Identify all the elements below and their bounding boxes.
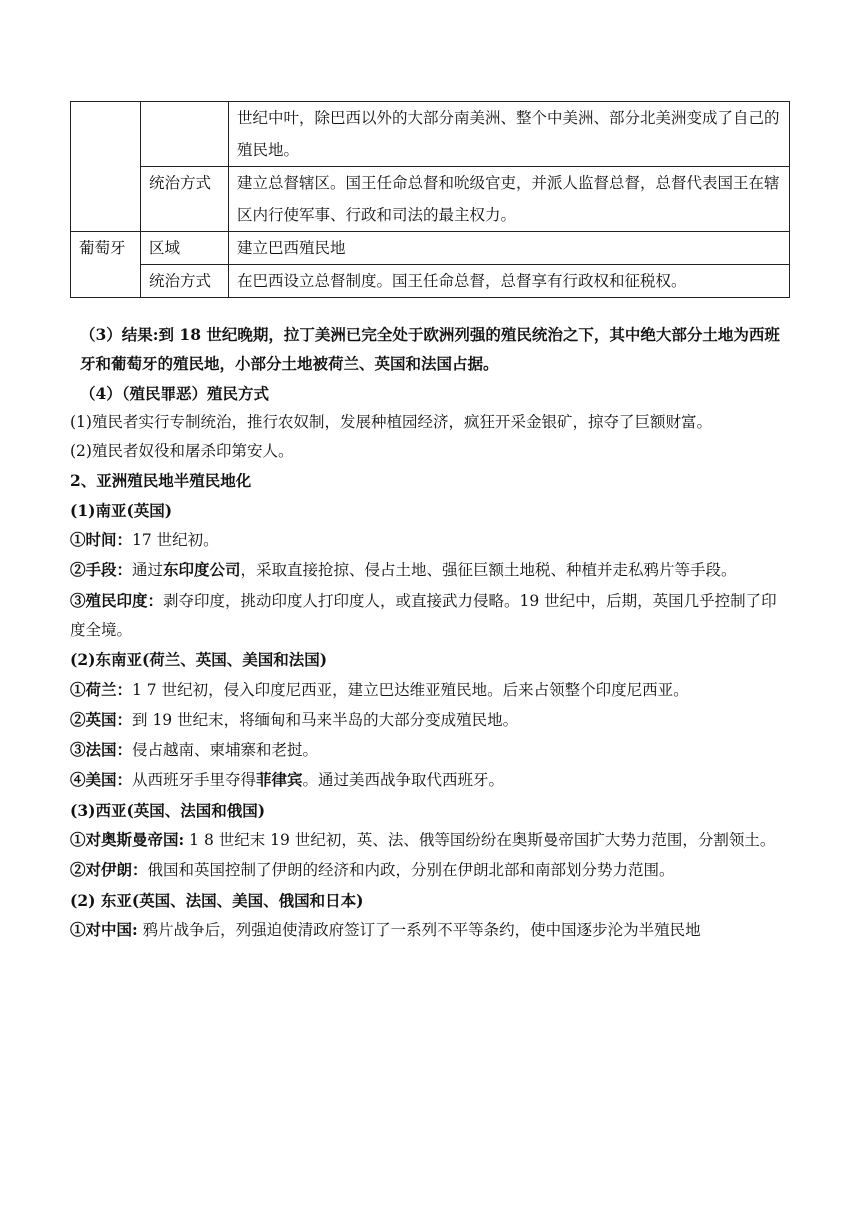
list-item: ④美国：从西班牙手里夺得菲律宾。通过美西战争取代西班牙。	[70, 770, 505, 790]
list-item: ①荷兰：1 7 世纪初，侵入印度尼西亚，建立巴达维亚殖民地。后来占领整个印度尼西亚。	[70, 679, 689, 699]
colony-rule-table	[70, 101, 790, 298]
table-row	[71, 102, 790, 167]
section-heading: （4）（殖民罪恶）殖民方式	[80, 383, 270, 403]
subsection-heading: (2)东南亚(荷兰、英国、美国和法国)	[70, 650, 328, 670]
list-item: ③法国：侵占越南、柬埔寨和老挝。	[70, 740, 319, 760]
list-item: ①时间：17 世纪初。	[70, 530, 219, 550]
table-cell: 世纪中叶，除巴西以外的大部分南美洲、整个中美洲、部分北美洲变成了自己的殖民地。	[229, 102, 790, 167]
table-cell-country: 葡萄牙	[71, 232, 141, 298]
table-row	[71, 167, 790, 232]
table-cell: 在巴西设立总督制度。国王任命总督，总督享有行政权和征税权。	[229, 265, 790, 298]
document-body	[70, 320, 790, 945]
list-item: ②对伊朗：俄国和英国控制了伊朗的经济和内政，分别在伊朗北部和南部划分势力范围。	[70, 860, 675, 880]
table-cell-empty	[71, 102, 141, 232]
list-item: ②英国：到 19 世纪末，将缅甸和马来半岛的大部分变成殖民地。	[70, 709, 519, 729]
table-cell: 建立巴西殖民地	[229, 232, 790, 265]
table-row	[71, 265, 790, 298]
table-cell-label: 统治方式	[141, 265, 229, 298]
table-cell: 建立总督辖区。国王任命总督和吮级官吏，并派人监督总督，总督代表国王在辖区内行使军事、行政和司法的最主权力。	[229, 167, 790, 232]
paragraph: (1)殖民者实行专制统治，推行农奴制，发展种植园经济，疯狂开采金银矿，掠夺了巨额财富。	[70, 412, 712, 431]
subsection-heading: (2) 东亚(英国、法国、美国、俄国和日本)	[70, 890, 364, 910]
list-item: ①对中国: 鸦片战争后，列强迫使清政府签订了一系列不平等条约，使中国逐步沦为半殖民地	[70, 919, 701, 939]
result-paragraph: （3）结果:到 18 世纪晚期，拉丁美洲已完全处于欧洲列强的殖民统治之下，其中绝大部分土地为西班牙和葡萄牙的殖民地，小部分土地被荷兰、英国和法国占据。	[80, 325, 780, 374]
table-cell-empty	[141, 102, 229, 167]
table-cell-label: 区域	[141, 232, 229, 265]
table-cell-label: 统治方式	[141, 167, 229, 232]
subsection-heading: (3)西亚(英国、法国和俄国)	[70, 800, 266, 820]
section-heading: 2、亚洲殖民地半殖民地化	[70, 471, 252, 491]
list-item: ②手段：通过东印度公司，采取直接抢掠、侵占土地、强征巨额土地税、种植并走私鸦片等手段。	[70, 560, 737, 580]
subsection-heading: (1)南亚(英国)	[70, 500, 173, 520]
paragraph: (2)殖民者奴役和屠杀印第安人。	[70, 442, 294, 461]
list-item: ①对奥斯曼帝国: 1 8 世纪末 19 世纪初，英、法、俄等国纷纷在奥斯曼帝国扩大势力范围，分割领土。	[70, 830, 776, 850]
table-row	[71, 232, 790, 265]
list-item: ③殖民印度：剥夺印度，挑动印度人打印度人，或直接武力侵略。19 世纪中，后期，英国几乎控制了印度全境。	[70, 590, 777, 639]
